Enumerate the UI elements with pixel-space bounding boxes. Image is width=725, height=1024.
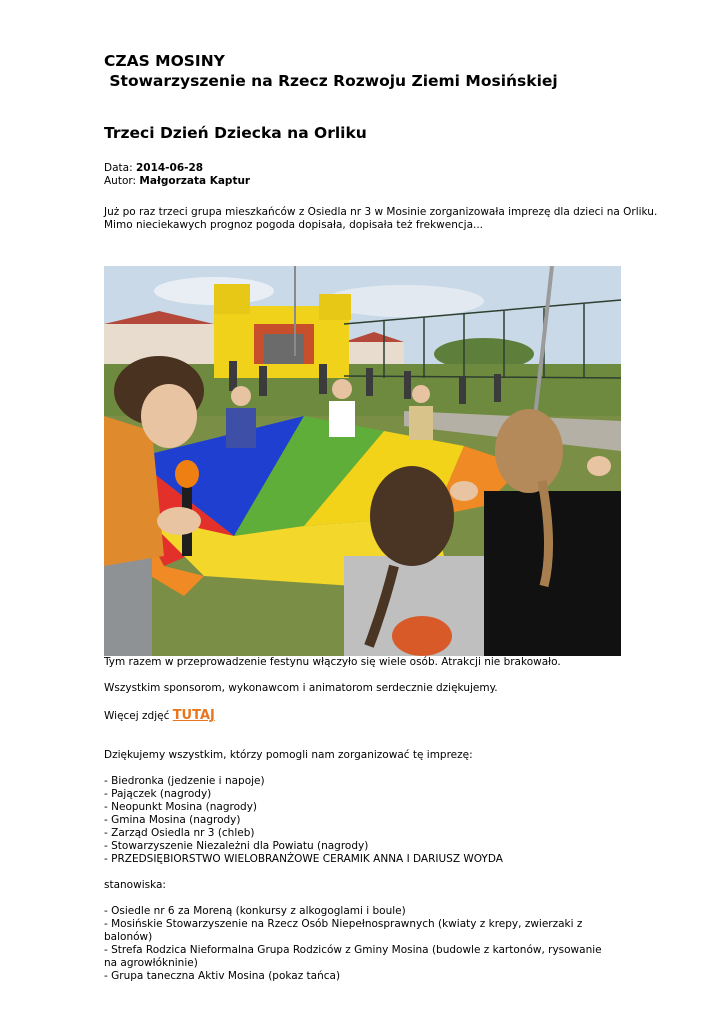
- article-author: [104, 175, 250, 187]
- sponsor-item: - Biedronka (jedzenie i napoje): [104, 775, 265, 787]
- sponsor-item: - PRZEDSIĘBIORSTWO WIELOBRANŻOWE CERAMIK ANNA I DARIUSZ WOYDA: [104, 853, 503, 865]
- sponsor-list: [104, 775, 624, 866]
- sponsor-item: - Zarząd Osiedla nr 3 (chleb): [104, 827, 255, 839]
- intro-line-2: Mimo nieciekawych prognoz pogoda dopisała, dopisała też frekwencja...: [104, 219, 484, 231]
- station-item: - Strefa Rodzica Nieformalna Grupa Rodziców z Gminy Mosina (budowle z kartonów, rysowanie na agrowłókninie): [104, 944, 602, 969]
- stations-list: [104, 905, 604, 983]
- station-item: - Grupa taneczna Aktiv Mosina (pokaz tańca): [104, 970, 341, 982]
- photo-caption: Tym razem w przeprowadzenie festynu włączyło się wiele osób. Atrakcji nie brakowało.: [104, 656, 561, 668]
- stations-label: stanowiska:: [104, 879, 166, 891]
- article-intro: [104, 206, 664, 232]
- article-date: [104, 162, 203, 174]
- station-item: - Mosińskie Stowarzyszenie na Rzecz Osób Niepełnosprawnych (kwiaty z krepy, zwierzaki z balonów): [104, 918, 583, 943]
- thanks-all: Dziękujemy wszystkim, którzy pomogli nam zorganizować tę imprezę:: [104, 749, 473, 761]
- sponsor-item: - Stowarzyszenie Niezależni dla Powiatu (nagrody): [104, 840, 369, 852]
- article-photo: [104, 266, 621, 656]
- children-parachute-photo: [104, 266, 621, 656]
- date-value: 2014-06-28: [135, 162, 204, 174]
- sponsor-item: - Neopunkt Mosina (nagrody): [104, 801, 258, 813]
- more-photos: [104, 709, 634, 723]
- article-title: Trzeci Dzień Dziecka na Orliku: [104, 124, 367, 142]
- intro-line-1: Już po raz trzeci grupa mieszkańców z Osiedla nr 3 w Mosinie zorganizowała imprezę dla dzieci na Orliku.: [104, 206, 658, 218]
- site-name: CZAS MOSINY: [104, 52, 225, 70]
- date-label: Data:: [104, 162, 133, 174]
- more-photos-text: Więcej zdjęć: [104, 710, 170, 722]
- site-subtitle: Stowarzyszenie na Rzecz Rozwoju Ziemi Mosińskiej: [104, 72, 558, 90]
- author-label: Autor:: [104, 175, 137, 187]
- author-value: Małgorzata Kaptur: [139, 175, 251, 187]
- sponsor-item: - Gmina Mosina (nagrody): [104, 814, 241, 826]
- sponsor-item: - Pajączek (nagrody): [104, 788, 212, 800]
- station-item: - Osiedle nr 6 za Moreną (konkursy z alkogoglami i boule): [104, 905, 406, 917]
- thanks-sponsors: Wszystkim sponsorom, wykonawcom i animatorom serdecznie dziękujemy.: [104, 682, 498, 694]
- more-photos-link[interactable]: TUTAJ: [172, 708, 215, 723]
